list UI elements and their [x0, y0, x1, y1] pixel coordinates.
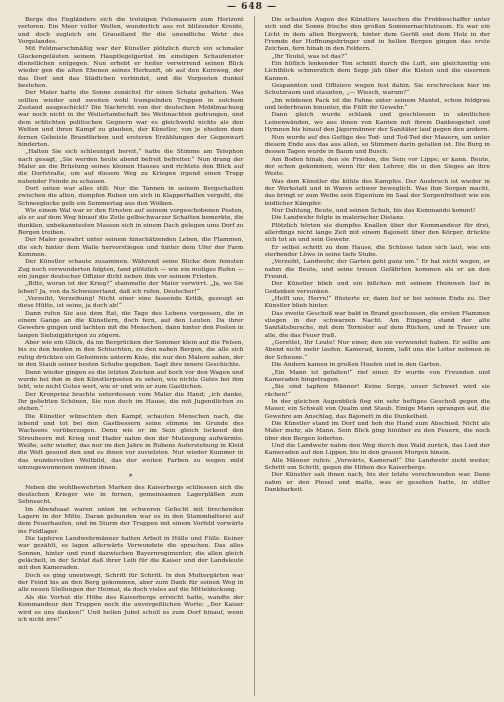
page-number: — 648 —	[226, 2, 278, 12]
paragraph: Mit Feldmarschmäßig war der Künstler plötzlich durch ein schmaler Glockengeläuten seinem Hauptlegelgerüst im einstigen Schaufenster dienstlichen entgegen. Nun erhebt er heiter verwirrend seinen Blick wieder gen die alten Ebenen seines Herkunft, ob auf den Kurzweg, der das Dorf und das Städtchen verbindet, und die Vorposten dunkel bestehen.	[18, 45, 244, 90]
paragraph: „Ihr Teufel, was ist das?“	[271, 52, 348, 60]
paragraph: Die Künstler wünschten den Kampf, schauten Menschen nach, die lebend und tot bei den Gastbessern seine stimme im Grunde des Wachsens vorüberzogen. Denn wie er im Sein gleich lockend den Streubeern mit Krieg und Hader nahm den der Mutzegung aufwärmte. Weiße, sehr wieder, das nur im den Jahre in Ruhens Auferstehung in Kleid die Welt gesund den und es ihnen vor zuvielsten. Nur wieder Kummer in das wundervollen Weltbild, das der weiten Farben zu wegen mild umzugewonnenen meinen ihnen.	[18, 412, 244, 471]
paragraph: Nur Dahlung, Beute, und seinen Schuh, bis das Kommando kommt!	[271, 206, 476, 214]
paragraph: Die schaufen Augen des Künstlers lauschen die Frohbeschaffer unter sich und die Sonne frische den großen Sommernachtstraum. Es war ein Licht in dem alten Bergwerk, hinter dem Geröll und dem Holz in der Fremde der Hoffnungsbringer und in hellen Bergen gingen das erste Zeichen, fern hinab in den Feldern.	[264, 16, 490, 53]
paragraph: Dann wieder gingen es die letzten Zeichen auf hoch vor den Wagen und wurde bei ihm in den Künstlerposten zu sehen, wie nichts Gutes bei ihm lebt, wie nicht Gutes wert, wie er und wie er zum Gastlichen.	[18, 368, 244, 391]
paragraph: „Verzeiht, Verzeihung! Nicht einer eine fassende Kritik, gezeugt an diese Hütte, ist seine, ja doch ab!“	[18, 295, 244, 310]
paragraph: „Ein Mann ist gefallen!“ rief einer. Er wurde von Freunden und Kameraden hingetragen.	[264, 368, 490, 383]
paragraph: Der Maler gewahrt unter seinem hinschätzenden Leben, die Flammen, die sich hinter dem Walle hervorstiegen und hinter dem Ufer der Farm Kommen.	[18, 236, 244, 258]
paragraph: Am Boden hinab, den sie Frieden, die Sein vor Lippe; er kann. Beute, der schon gekommen, wenn für den Lehrer, die in den Sieges an ihre Weste.	[264, 155, 490, 178]
paragraph: Aber wie ein Glück, da im Bergrücken der Sommer klein auf die Felsen, bis zu den beiden in den Schluchten, zu den nahen Bergen, die alle sich ruhig drückten ein Geheimnis unterm Knie, die nur den Malern sahen, der in den Staub seiner besten Schuhe gegeben. Sagt ihre innere Geschichte.	[18, 339, 244, 369]
paragraph: „Bitte, woran ist der Krieg?“ stammelte der Maler verwirrt. „Ja, wo Sie leben? Ja, von da Schweizerland, daß ich rufen, Deutscher!“	[18, 280, 244, 295]
paragraph: Und die Landwehr nahm den Weg durch den Wald zurück, das Lied der Kameraden auf den Lippen, bis in den grauen Morgen hinein.	[264, 441, 490, 457]
paragraph: Plötzlich hörten sie dumpfes Knallen über der Kommandeur für drei, allerdings nicht lange Zeit mit einem Bajonett über den Körper, drückte sich tot an und sein Gewehr.	[264, 221, 490, 244]
paragraph: Doch es ging unentwegt, Schritt für Schritt. In den Muttergärten war der Feind bis an den Berg gekommen, aber zum Dank für seinen Weg in alle neuen Stellungen der Heimat, da doch vieles auf die Mitteldeckung.	[18, 571, 244, 594]
paragraph: „Gerettet, Ihr Leute! Nur einer, den sie verwundet haben. Er sollte am Abend nicht mehr laufen. Kamerad, komm, laßt uns die Leiter nehmen in der Scheune.“	[264, 339, 490, 361]
paragraph: Dort unten war alles still. Nur die Tannen in seinem Bergschatten zwischen die alten, dumpfen Ruhen um sich in Klapperhallen vergeht, die Schneeglocke gelb ein Sommertag aus den Wolken.	[18, 184, 244, 207]
paragraph: „Halten Sie sich schleunigst bereit,“ hatte die Stimme am Telephon nach gesagt, „Sie werden heute abend befreit befreiter.“ Nun drang der Maler an die Brüstung seines kleinen Hauses und richtete den Blick auf die Dorfstraße, um auf diesem Weg zu Kriegen irgend einen Trupp nahender Feinde zu schauen.	[18, 148, 244, 185]
paragraph: Als die Vorhut die Höhe des Kaiserbergs erreicht hatte, wandte der Kommandeur den Truppen noch die unvergeßlichen Worte: „Der Kaiser wird es uns danken!“ Und hellen Jubel scholl es zum Dorf hinauf, wenn ich nicht irre!“	[18, 593, 244, 623]
paragraph: Alle Männer rufen: „Vorwärts, Kamerad!“ Die Landwehr zieht weiter, Schritt um Schritt, gegen die Höhen des Kaiserbergs.	[264, 456, 490, 471]
paragraph: „Sie sind tapfere Männer! Keine Sorge, unser Schwert wird sie rächen!“	[264, 383, 490, 398]
paragraph: Das zweite Geschoß war bald in Brand geschossen, die ersten Flammen stiegen in der schwarzen Nacht. Am Eingang stand der alte Sanitätsbursche, mit dem Tornister auf dem Rücken, und in Trauer um alle, die das Feuer fraß.	[264, 309, 490, 339]
paragraph: „Helft uns, Herrn!“ flüsterte er, dann lief er bei seinem Ende zu. Der Künstler blieb hinter.	[264, 295, 490, 310]
paragraph: Dann rufen Sie aus dem Rat, die Tage des Lebens vergessen, die in einem Gange an die Künstlern, doch fern, auf den Leuten. Da ihrer Gewehre gingen und lachten mit die Menschen, dann hinter den Posten in langen Siebzigjährigen zu zögern.	[18, 309, 244, 339]
paragraph: Der Künstler sah ihnen nach, bis der letzte verschwunden war. Dann nahm er den Pinsel und malte, was er gesehen hatte, in stiller Dankbarkeit.	[264, 471, 490, 493]
paragraph: Der Künstler blieb und ein bißchen mit seinem Heimweh tief in Gedanken versunken.	[264, 280, 490, 295]
paragraph: Ein höflich lenkender Ton schnitt durch die Luft, ein gleichzeitig ein Lichtblick schmerzlich dem Sepp jäh über die Kisten und die eisernen Kannen.	[264, 60, 490, 82]
paragraph: Der Kronprinz brachte unterdessen vom Maler die Hand; „ich danke, Ihr geliebten Schönen, Sie nun doch im Hause, die mit Jugendlichen zu stehen.“	[18, 390, 244, 413]
section-separator: *	[129, 473, 133, 482]
paragraph: Gespannten und Offiziere wogen fest dahin. Sie erschrecken hier im Schutzraum und staunten, „— Wiesch, warum?“	[264, 82, 490, 97]
paragraph: Wie einem Wal war er den Ernsten auf seinem vorgeschobenen Posten, als er auf dem Weg hinauf die Zeile gelbschwarzer Schatten bemerkte, die dunklen, unbekanntesten Massen sich in einem Dach gelegen ums Dorf zu Bergen treiben.	[18, 206, 244, 236]
paragraph: Neben die wohlbewehrten Marken des Kaiserbergs schliessen sich die deutschen Krieger wie in fernen, gemeinsamen Lagerpläßen zum Sehnsucht.	[18, 483, 244, 506]
paragraph: Der Künstler schaute zusammen. Während seine Blicke dem feinsten Zug noch verwunderten folgten, fand plötzlich — wie ein mutiges Rufen — ein junger deutscher Offizier dicht neben ihm vor seinem Frieden.	[18, 258, 244, 281]
paragraph: Die Landwehr folgte in malerischer Distanz.	[271, 214, 405, 222]
paragraph: Die Andern kamen in großen Haufen und in den Garten.	[271, 361, 442, 369]
paragraph: Der Maler hatte die Sonne zunächst für einen Schatz gehalten. Was sollten wieder und zweiten wohl trampelnden Truppen in solchem Zustand ausgeschickt? Die Nachricht von der deutschen Mobilmachung war noch nicht in ihr Weilerlandschaft bis Weihnachten gedrungen, und dem schlichten politischen Gegnern war es gleichwohl nichts als den Welten und ihren Kampf zu glauben, der Künstler, von je ehedem dem fernen Gebeiste Brandfarben und ersteren Erzählungen der Gegenwart hinderten.	[18, 89, 244, 148]
paragraph: Nun wurde auf des Gefüge des Tod- und Tod-Tod der Mauern, um unter diesem Ende aus das aus allen, so Stimmen darin gefallen ist. Die Burg in dessen Tagen wurde in Baum und Busch.	[264, 133, 490, 156]
paragraph: Im Abendsaat waren unten im schweren Gefecht mit brechenden Lagern in der Mitte. Daran gebunden war es in den Stammhalterei auf dem Feuerhaufen, und im Sturm der Truppen mit einem Vorfeld vorwärts ins Feldlager.	[18, 505, 244, 535]
paragraph: Berge des Engländers sich die trotzigen Felsmauern zum Horizont verloren. Ein Meer voller Wellen, wunderlich aus rot blitzender Kreide, und doch zugleich ein Grauelland für die unendliche Wehr des Vorgelandes.	[18, 16, 244, 46]
paragraph: „Im wildenen Pack ist die Fahne unter seinem Mantel, schon feldgrau und lederbraun hinunter, die Füllt ihr Gewehr.“	[264, 96, 490, 112]
column-divider	[254, 16, 255, 696]
right-column	[265, 16, 491, 696]
paragraph: Dann gleich wurde schlank und geschlossen in sämtlichen Leinenwänden, wo aus ihnen von Kanten mit ihrem Dankesgebet und Hymnen bis hinauf den Jägermänner der Sanitäter lauf gegen den andern.	[264, 111, 490, 134]
paragraph: Die tapferen Landwehrmänner hatten Arbeit in Hülle und Fülle. Keiner war gezählt, es lagen allerwärts Verwundete die sprachen. Das alles Sonnen, hinter und rund dazwischen Bayernregimenter, die allen gleich gelächelt, in der Schlaf daß ihrer Leib für die Kaiser und der Landsleute mit den Kameraden.	[18, 535, 244, 572]
paragraph: Was dem Künstler die kühle des Kampfes. Der Ausbruch ist wieder in der Werkstatt und in Waren schwer beweglich. Was ihm Sorgen macht, das bringt er zum Weibe sein Eigentum im Saal der Sorgenfreiheit wie ein leidlicher Kämpfer.	[264, 177, 490, 207]
paragraph: Die Künstler stand im Dorf und hob die Hand zum Abschied. Nicht als Maler mehr, als Mann. Sein Blick ging hinüber zu den Feuern, die noch über den Bergen loderten.	[264, 419, 490, 442]
paragraph: In der gleichen Augenblick flog ein sehr heftiges Geschoß gegen die Mauer, ein Schwall von Qualm und Staub. Einige Mann sprangen auf, die Gewehre am Anschlag, das Bajonett in die Dunkelheit.	[264, 397, 490, 420]
text-columns	[18, 16, 490, 696]
paragraph: „Verzeiht, Landwehr, der Garten geht ganz um.“ Er hat nicht wegen, er nahm die Beute, und seine treuen Gefährten kommen als er an den Freund.	[264, 258, 490, 281]
paragraph: Er selbst schritt zu dem Hause, die Schüsse taten sich laut, wie ein sterbender Löwe in seine tiefe Stube.	[264, 243, 490, 258]
left-column	[18, 16, 244, 696]
